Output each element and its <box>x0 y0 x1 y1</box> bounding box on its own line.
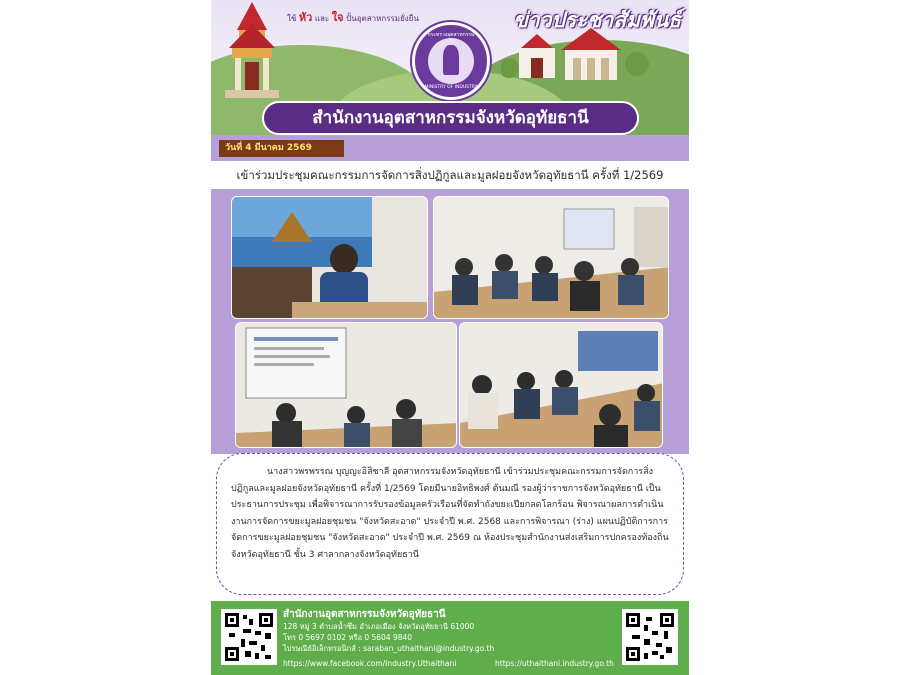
news-poster <box>211 0 689 675</box>
footer-office-name: สำนักงานอุตสาหกรรมจังหวัดอุทัยธานี <box>283 609 446 620</box>
website-link[interactable]: https://uthaithani.industry.go.th <box>495 659 614 668</box>
brand-title: ข่าวประชาสัมพันธ์ <box>513 8 681 32</box>
facebook-link[interactable]: https://www.facebook.com/Industry.Uthaithani <box>283 659 457 668</box>
ministry-seal-logo: กระทรวงอุตสาหกรรม MINISTRY OF INDUSTRY <box>412 22 490 100</box>
slogan: ใช้ หัว และ ใจ ปั้นอุตสาหกรรมยั่งยืน <box>287 11 419 24</box>
photo-collage <box>211 189 689 454</box>
news-body: นางสาวพรพรรณ บุญญะอิสิชาลี อุตสาหกรรมจังหวัดอุทัยธานี เข้าร่วมประชุมคณะกรรมการจัดการสิ่งปฏิกูลและมูลฝอยจังหวัดอุทัยธานี ครั้งที่ 1/2569 โดยมีนายอิทธิพงศ์ ต้นมณี รองผู้ว่าราชการจังหวัดอุทัยธานี เป็นประธานการประชุม เพื่อพิจารณาการรับรองข้อมูลครัวเรือนที่จัดทำถังขยะเปียกลดโลกร้อน พิจารณาผลการดำเนินงานการจัดการขยะมูลฝอยชุมชน "จังหวัดสะอาด" ประจำปี พ.ศ. 2568 และการพิจารณา (ร่าง) แผนปฏิบัติการการจัดการขยะมูลฝอยชุมชน "จังหวัดสะอาด" ประจำปี พ.ศ. 2569 ณ ห้องประชุมสำนักงานส่งเสริมการปกครองท้องถิ่นจังหวัดอุทัยธานี ชั้น 3 ศาลากลางจังหวัดอุทัยธานี <box>216 453 684 595</box>
headline: เข้าร่วมประชุมคณะกรรมการจัดการสิ่งปฏิกูลและมูลฝอยจังหวัดอุทัยธานี ครั้งที่ 1/2569 <box>211 161 689 189</box>
footer-address: 128 หมู่ 3 ตำบลน้ำซึม อำเภอเมือง จังหวัดอุทัยธานี 61000 <box>283 622 475 631</box>
meeting-photo <box>231 196 428 319</box>
temple-illustration <box>217 0 287 100</box>
footer-phone: โทร 0 5697 0102 หรือ 0 5604 9840 <box>283 633 413 642</box>
header-banner <box>211 0 689 135</box>
footer-email[interactable]: ไปรษณีย์อิเล็กทรอนิกส์ : saraban_uthaithani@industry.go.th <box>283 644 495 653</box>
qr-code-icon[interactable] <box>622 609 678 665</box>
qr-code-icon[interactable] <box>221 609 277 665</box>
meeting-photo <box>459 322 663 448</box>
temple-illustration <box>501 28 651 100</box>
meeting-photo <box>235 322 457 448</box>
date-label: วันที่ 4 มีนาคม 2569 <box>219 140 344 157</box>
date-band <box>211 135 689 161</box>
office-title: สำนักงานอุตสาหกรรมจังหวัดอุทัยธานี <box>262 101 639 135</box>
contact-footer <box>211 601 689 675</box>
meeting-photo <box>433 196 669 319</box>
